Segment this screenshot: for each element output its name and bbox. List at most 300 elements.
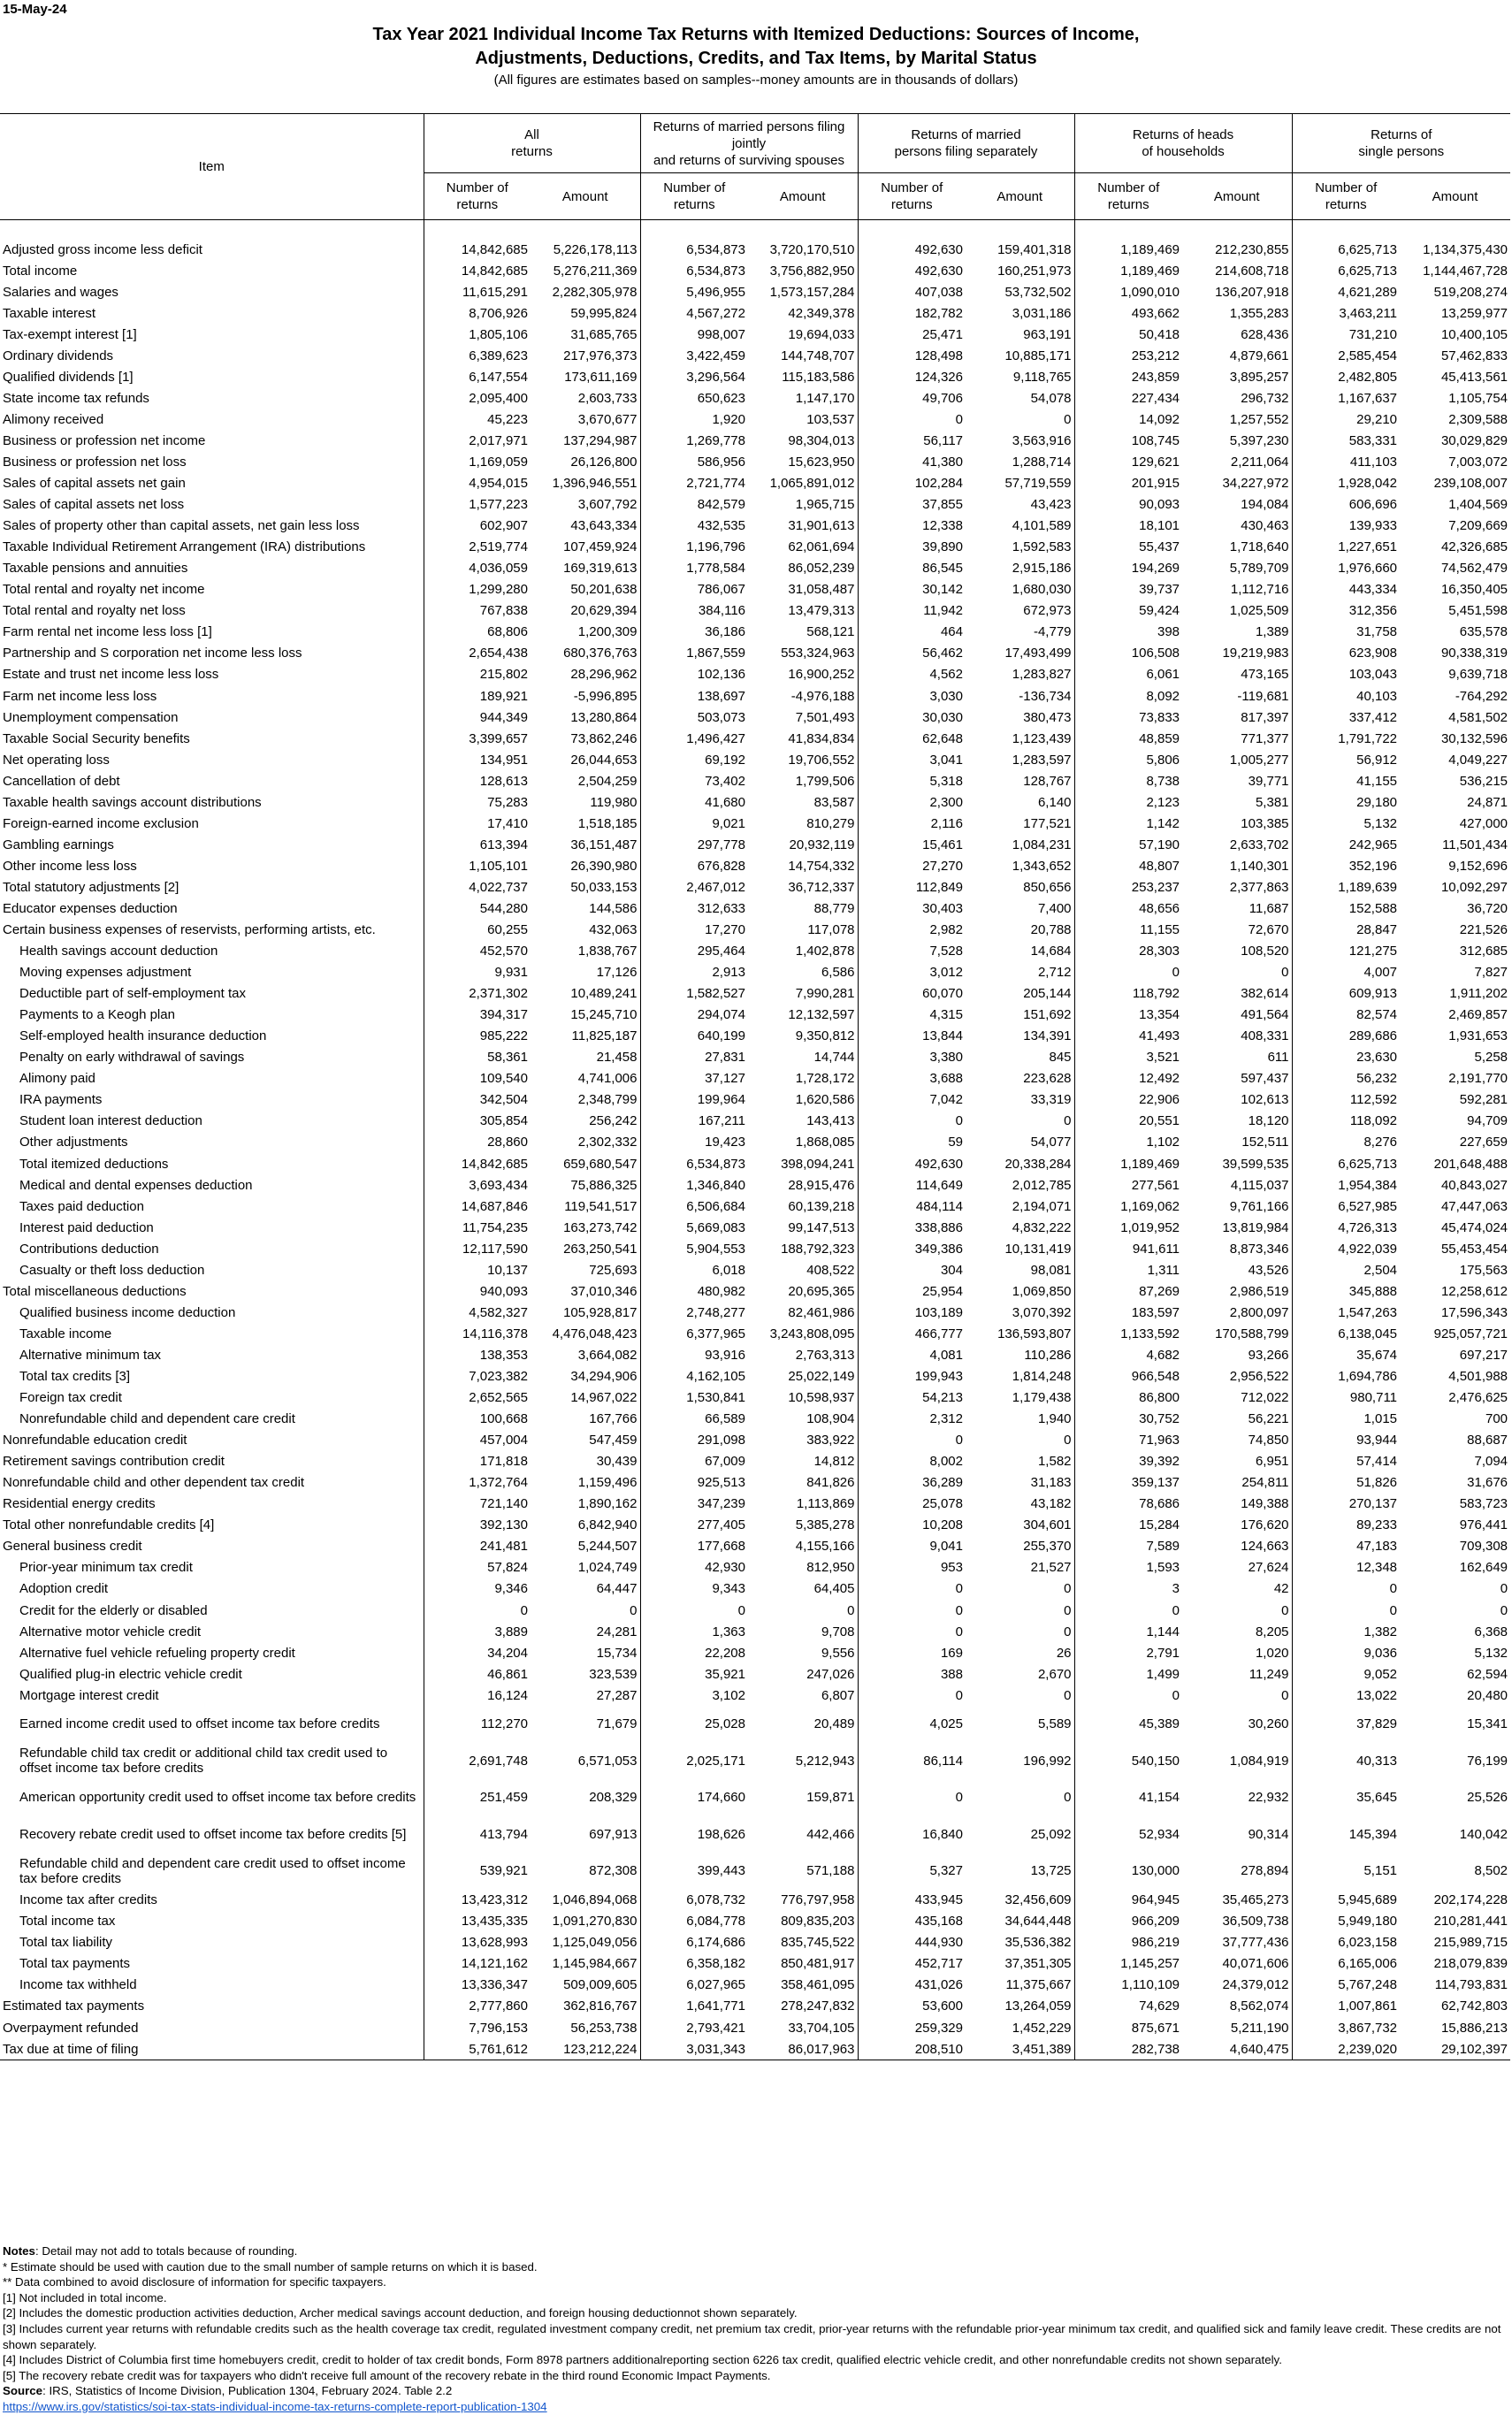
cell-number-of-returns: 944,349	[424, 707, 531, 728]
cell-amount: 39,599,535	[1222, 1156, 1289, 1172]
cell-amount: 30,132,596	[1440, 730, 1508, 746]
cell-number-of-returns: 199,964	[640, 1089, 748, 1111]
cell-amount: 1,404,569	[1448, 497, 1508, 513]
cell-number-of-returns: 3,041	[858, 749, 966, 770]
number-of-returns-header: Number of returns	[1074, 173, 1182, 220]
amount-header: Amount	[531, 173, 640, 220]
cell-number-of-returns: 6,527,985	[1292, 1196, 1400, 1217]
cell-number-of-returns: 15,461	[858, 834, 966, 855]
row-label: Total income tax	[19, 1914, 116, 1930]
cell-number-of-returns: 3,030	[858, 685, 966, 707]
row-label: Deductible part of self-employment tax	[19, 986, 246, 1002]
cell-number-of-returns: 2,239,020	[1292, 2038, 1400, 2060]
cell-number-of-returns: 964,945	[1074, 1890, 1182, 1911]
cell-amount: 812,950	[806, 1560, 855, 1576]
group-header-single: Returns of single persons	[1292, 114, 1510, 173]
source-label: Source	[3, 2384, 43, 2398]
cell-number-of-returns: 1,189,469	[1074, 260, 1182, 281]
row-label: Taxable income	[19, 1326, 112, 1341]
cell-number-of-returns: 4,954,015	[424, 473, 531, 494]
page-title	[0, 23, 1512, 71]
cell-amount: 2,504,259	[577, 773, 638, 789]
cell-amount: 9,118,765	[1012, 369, 1072, 385]
cell-number-of-returns: 25,471	[858, 324, 966, 345]
cell-number-of-returns: 0	[640, 1600, 748, 1621]
cell-number-of-returns: 1,169,059	[424, 451, 531, 472]
table-row	[0, 451, 1510, 472]
cell-amount: 0	[1064, 1602, 1072, 1618]
cell-number-of-returns: 118,792	[1074, 983, 1182, 1005]
note-4: [4] Includes District of Columbia first time homebuyers credit, credit to holder of tax credit bonds, Form 8978 partners additionalreporting section 6226 tax credit, qualified electric vehicle credit, and other nonrefundable credits not shown separately.	[3, 2353, 1282, 2367]
cell-amount: 19,219,983	[1222, 646, 1289, 661]
notes-line	[3, 2243, 1506, 2259]
cell-amount: 1,389	[1255, 624, 1289, 640]
cell-number-of-returns: 53,600	[858, 1996, 966, 2017]
cell-amount: 4,640,475	[1182, 2038, 1292, 2060]
cell-amount: 24,871	[1467, 794, 1508, 810]
cell-number-of-returns: 540,150	[1074, 1743, 1182, 1780]
cell-amount: 519,208,274	[1433, 284, 1508, 300]
cell-number-of-returns: 30,030	[858, 707, 966, 728]
cell-number-of-returns: 432,535	[640, 516, 748, 537]
number-of-returns-header: Number of returns	[424, 173, 531, 220]
cell-number-of-returns: 1,547,263	[1292, 1302, 1400, 1323]
cell-amount: -136,734	[1019, 688, 1072, 704]
cell-amount: 9,350,812	[795, 1028, 855, 1044]
cell-amount: 697,913	[589, 1826, 638, 1842]
cell-amount: 124,663	[1241, 1539, 1289, 1555]
cell-number-of-returns: 8,706,926	[424, 302, 531, 324]
cell-amount: 247,026	[806, 1666, 855, 1682]
cell-amount: 5,397,230	[1229, 432, 1289, 448]
cell-number-of-returns: 5,151	[1292, 1853, 1400, 1890]
cell-amount: 39,771	[1248, 773, 1289, 789]
cell-number-of-returns: 492,630	[858, 260, 966, 281]
cell-amount: 86,017,963	[748, 2038, 858, 2060]
cell-amount: 108,904	[806, 1411, 855, 1427]
cell-amount: 296,732	[1241, 390, 1289, 406]
cell-amount: 9,152,696	[1448, 858, 1508, 874]
cell-amount: 210,281,441	[1433, 1914, 1508, 1930]
cell-amount: 15,245,710	[570, 1007, 638, 1023]
cell-number-of-returns: 586,956	[640, 451, 748, 472]
cell-number-of-returns: 492,630	[858, 1153, 966, 1174]
cell-amount: 2,476,625	[1448, 1390, 1508, 1406]
cell-amount: 1,125,049,056	[552, 1935, 638, 1951]
cell-number-of-returns: 41,493	[1074, 1026, 1182, 1047]
cell-number-of-returns: 0	[858, 1621, 966, 1642]
cell-amount: 28,915,476	[788, 1177, 855, 1193]
cell-amount: 10,885,171	[1004, 348, 1072, 363]
cell-amount: 217,976,373	[563, 348, 638, 363]
cell-number-of-returns: 177,668	[640, 1536, 748, 1557]
cell-number-of-returns: 1,382	[1292, 1621, 1400, 1642]
notes-text: : Detail may not add to totals because of rounding.	[34, 2244, 298, 2258]
cell-number-of-returns: 6,625,713	[1292, 260, 1400, 281]
cell-amount: 9,556	[821, 1645, 855, 1661]
cell-amount: 62,061,694	[788, 539, 855, 555]
cell-number-of-returns: 13,844	[858, 1026, 966, 1047]
row-label: Taxable interest	[3, 305, 96, 321]
cell-number-of-returns: 12,492	[1074, 1068, 1182, 1089]
cell-number-of-returns: 13,354	[1074, 1005, 1182, 1026]
row-label: Educator expenses deduction	[3, 900, 178, 916]
cell-number-of-returns: 6,534,873	[640, 260, 748, 281]
row-label: Medical and dental expenses deduction	[19, 1177, 253, 1193]
cell-amount: 12,258,612	[1440, 1283, 1508, 1299]
cell-number-of-returns: 1,496,427	[640, 728, 748, 749]
cell-number-of-returns: 925,513	[640, 1472, 748, 1494]
page-subtitle: (All figures are estimates based on samples--money amounts are in thousands of dollars)	[493, 73, 1019, 88]
table-row	[0, 1174, 1510, 1196]
cell-number-of-returns: 22,208	[640, 1642, 748, 1663]
cell-number-of-returns: 73,833	[1074, 707, 1182, 728]
cell-number-of-returns: 6,018	[640, 1259, 748, 1280]
cell-number-of-returns: 128,613	[424, 770, 531, 791]
cell-amount: 263,250,541	[563, 1241, 638, 1257]
cell-number-of-returns: 5,318	[858, 770, 966, 791]
cell-number-of-returns: 201,915	[1074, 473, 1182, 494]
table-row	[0, 260, 1510, 281]
row-label: Student loan interest deduction	[19, 1113, 202, 1129]
cell-amount: 362,816,767	[563, 1998, 638, 2014]
cell-number-of-returns: 3,102	[640, 1685, 748, 1706]
cell-amount: 659,680,547	[563, 1156, 638, 1172]
cell-amount: 90,314	[1248, 1826, 1289, 1842]
cell-number-of-returns: 8,738	[1074, 770, 1182, 791]
cell-number-of-returns: 259,329	[858, 2017, 966, 2038]
cell-amount: 20,788	[1030, 922, 1072, 938]
cell-amount: 20,480	[1467, 1687, 1508, 1703]
cell-amount: 144,748,707	[781, 348, 855, 363]
cell-number-of-returns: 5,132	[1292, 813, 1400, 834]
cell-amount: 218,079,839	[1433, 1956, 1508, 1972]
cell-amount: 6,368	[1474, 1624, 1508, 1639]
row-label: Sales of property other than capital assets, net gain less loss	[3, 518, 360, 534]
cell-number-of-returns: 5,806	[1074, 749, 1182, 770]
cell-amount: 1,123,439	[1012, 730, 1072, 746]
cell-number-of-returns: 227,434	[1074, 387, 1182, 409]
table-row	[0, 1344, 1510, 1365]
table-row	[0, 473, 1510, 494]
table-row	[0, 1642, 1510, 1663]
cell-amount: 4,581,502	[1448, 709, 1508, 725]
row-label: Income tax withheld	[19, 1977, 137, 1993]
cell-amount: 1,084,231	[1012, 837, 1072, 852]
cell-number-of-returns: 392,130	[424, 1515, 531, 1536]
cell-number-of-returns: 966,548	[1074, 1365, 1182, 1387]
cell-amount: 15,623,950	[788, 454, 855, 470]
table-row	[0, 302, 1510, 324]
cell-amount: 1,728,172	[795, 1071, 855, 1087]
cell-number-of-returns: 1,110,109	[1074, 1975, 1182, 1996]
cell-number-of-returns: 10,208	[858, 1515, 966, 1536]
cell-number-of-returns: 297,778	[640, 834, 748, 855]
row-label: Salaries and wages	[3, 284, 118, 300]
cell-number-of-returns: 103,043	[1292, 664, 1400, 685]
cell-number-of-returns: 466,777	[858, 1323, 966, 1344]
cell-amount: 1,718,640	[1229, 539, 1289, 555]
cell-amount: 0	[630, 1602, 638, 1618]
row-label: Residential energy credits	[3, 1496, 156, 1512]
row-label: Moving expenses adjustment	[19, 965, 192, 981]
cell-amount: 850,656	[1023, 879, 1072, 895]
cell-number-of-returns: 35,674	[1292, 1344, 1400, 1365]
cell-amount: 72,670	[1248, 922, 1289, 938]
amount-header: Amount	[966, 173, 1074, 220]
row-label: Total tax liability	[19, 1935, 113, 1951]
table-row	[0, 281, 1510, 302]
cell-number-of-returns: 6,389,623	[424, 345, 531, 366]
cell-amount: 2,469,857	[1448, 1007, 1508, 1023]
cell-amount: 1,355,283	[1229, 305, 1289, 321]
row-label: Alimony paid	[19, 1071, 95, 1087]
cell-amount: 8,502	[1474, 1863, 1508, 1879]
cell-number-of-returns: 11,155	[1074, 920, 1182, 941]
cell-amount: 45,474,024	[1440, 1219, 1508, 1235]
table-row	[0, 366, 1510, 387]
cell-number-of-returns: 539,921	[424, 1853, 531, 1890]
cell-amount: 36,712,337	[788, 879, 855, 895]
number-of-returns-header: Number of returns	[640, 173, 748, 220]
cell-amount: 4,476,048,423	[552, 1326, 638, 1341]
cell-number-of-returns: 289,686	[1292, 1026, 1400, 1047]
cell-amount: 31,058,487	[788, 582, 855, 598]
cell-number-of-returns: 2,482,805	[1292, 366, 1400, 387]
table-row	[0, 1280, 1510, 1302]
cell-amount: 136,207,918	[1215, 284, 1289, 300]
cell-amount: 7,003,072	[1448, 454, 1508, 470]
cell-amount: 14,812	[813, 1454, 855, 1470]
cell-number-of-returns: 2,519,774	[424, 537, 531, 558]
cell-number-of-returns: 25,078	[858, 1494, 966, 1515]
cell-amount: 103,537	[806, 411, 855, 427]
cell-number-of-returns: 1,694,786	[1292, 1365, 1400, 1387]
cell-number-of-returns: 399,443	[640, 1853, 748, 1890]
cell-amount: 13,280,864	[570, 709, 638, 725]
table-row	[0, 1472, 1510, 1494]
cell-number-of-returns: 3,422,459	[640, 345, 748, 366]
row-label: Retirement savings contribution credit	[3, 1454, 225, 1470]
table-row	[0, 2038, 1510, 2060]
cell-number-of-returns: 452,570	[424, 941, 531, 962]
table-row	[0, 600, 1510, 622]
cell-number-of-returns: 312,356	[1292, 600, 1400, 622]
cell-number-of-returns: 4,036,059	[424, 558, 531, 579]
source-link[interactable]: https://www.irs.gov/statistics/soi-tax-stats-individual-income-tax-returns-complete-report-publication-1304	[3, 2399, 547, 2413]
cell-amount: 841,826	[806, 1475, 855, 1491]
cell-amount: 64,447	[596, 1581, 638, 1597]
cell-number-of-returns: 431,026	[858, 1975, 966, 1996]
cell-amount: 6,586	[821, 965, 855, 981]
table-row	[0, 813, 1510, 834]
table-row	[0, 1685, 1510, 1706]
cell-amount: 835,745,522	[781, 1935, 855, 1951]
row-label: Net operating loss	[3, 752, 110, 768]
row-label: Total other nonrefundable credits [4]	[3, 1517, 215, 1533]
cell-number-of-returns: 41,155	[1292, 770, 1400, 791]
cell-number-of-returns: 14,116,378	[424, 1323, 531, 1344]
cell-amount: 136,593,807	[997, 1326, 1072, 1341]
cell-number-of-returns: 4,022,737	[424, 876, 531, 898]
cell-number-of-returns: 0	[858, 1685, 966, 1706]
cell-number-of-returns: 2,300	[858, 791, 966, 813]
cell-amount: 110,286	[1024, 1347, 1072, 1363]
cell-amount: 10,598,937	[788, 1390, 855, 1406]
cell-amount: 20,338,284	[1004, 1156, 1072, 1172]
cell-amount: 36,720	[1467, 900, 1508, 916]
cell-number-of-returns: 457,004	[424, 1430, 531, 1451]
cell-number-of-returns: 29,210	[1292, 409, 1400, 430]
cell-number-of-returns: 1,928,042	[1292, 473, 1400, 494]
cell-amount: 4,155,166	[795, 1539, 855, 1555]
cell-amount: 568,121	[806, 624, 855, 640]
table-row	[0, 1932, 1510, 1953]
cell-amount: 3,031,186	[1012, 305, 1072, 321]
cell-amount: 43,643,334	[570, 518, 638, 534]
cell-number-of-returns: 9,041	[858, 1536, 966, 1557]
cell-number-of-returns: 2,312	[858, 1409, 966, 1430]
cell-amount: 143,413	[806, 1113, 855, 1129]
cell-amount: 41,834,834	[788, 730, 855, 746]
cell-number-of-returns: 241,481	[424, 1536, 531, 1557]
row-label: Total tax payments	[19, 1956, 131, 1972]
cell-number-of-returns: 1,167,637	[1292, 387, 1400, 409]
cell-amount: 872,308	[589, 1863, 638, 1879]
cell-number-of-returns: 102,284	[858, 473, 966, 494]
cell-number-of-returns: 388	[858, 1663, 966, 1685]
row-label: Refundable child and dependent care credit used to offset income tax before credits	[19, 1855, 406, 1886]
table-row	[0, 1323, 1510, 1344]
cell-number-of-returns: 9,346	[424, 1578, 531, 1600]
cell-amount: 60,139,218	[788, 1198, 855, 1214]
cell-number-of-returns: 998,007	[640, 324, 748, 345]
row-label: Total statutory adjustments [2]	[3, 879, 179, 895]
row-label: Taxable Individual Retirement Arrangement (IRA) distributions	[3, 539, 366, 555]
cell-amount: 0	[1281, 1602, 1289, 1618]
table-row	[0, 324, 1510, 345]
cell-amount: 2,348,799	[577, 1092, 638, 1108]
cell-amount: -4,976,188	[790, 688, 855, 704]
cell-number-of-returns: 842,579	[640, 494, 748, 516]
cell-amount: -119,681	[1237, 688, 1289, 704]
cell-amount: 13,259,977	[1440, 305, 1508, 321]
cell-amount: 1,940	[1037, 1411, 1072, 1427]
table-row	[0, 983, 1510, 1005]
cell-amount: 380,473	[1023, 709, 1072, 725]
cell-number-of-returns: 1,346,840	[640, 1174, 748, 1196]
cell-number-of-returns: 1,791,722	[1292, 728, 1400, 749]
cell-number-of-returns: 4,567,272	[640, 302, 748, 324]
cell-number-of-returns: 312,633	[640, 898, 748, 919]
cell-amount: 71,679	[596, 1716, 638, 1732]
row-label: Total rental and royalty net income	[3, 582, 205, 598]
cell-amount: 1,592,583	[1012, 539, 1072, 555]
cell-amount: 635,578	[1459, 624, 1508, 640]
cell-number-of-returns: 36,289	[858, 1472, 966, 1494]
row-label: Farm rental net income less loss [1]	[3, 624, 212, 640]
cell-amount: 5,226,178,113	[553, 241, 638, 257]
cell-number-of-returns: 0	[858, 1430, 966, 1451]
table-row	[0, 1365, 1510, 1387]
cell-number-of-returns: 1,133,592	[1074, 1323, 1182, 1344]
cell-number-of-returns: 5,761,612	[424, 2038, 531, 2060]
cell-amount: 5,381	[1255, 794, 1289, 810]
cell-number-of-returns: 4,081	[858, 1344, 966, 1365]
cell-amount: 845	[1049, 1050, 1072, 1066]
cell-amount: 140,042	[1459, 1826, 1508, 1842]
cell-amount: 1,065,891,012	[769, 476, 855, 492]
cell-number-of-returns: 6,174,686	[640, 1932, 748, 1953]
cell-number-of-returns: 182,782	[858, 302, 966, 324]
cell-number-of-returns: 62,648	[858, 728, 966, 749]
cell-number-of-returns: 4,562	[858, 664, 966, 685]
cell-amount: 680,376,763	[563, 646, 638, 661]
cell-number-of-returns: 484,114	[858, 1196, 966, 1217]
cell-number-of-returns: 5,945,689	[1292, 1890, 1400, 1911]
cell-amount: 50,201,638	[570, 582, 638, 598]
cell-amount: 33,704,105	[788, 2020, 855, 2036]
cell-amount: 1,288,714	[1012, 454, 1072, 470]
cell-number-of-returns: 295,464	[640, 941, 748, 962]
cell-number-of-returns: 130,000	[1074, 1853, 1182, 1890]
table-row	[0, 537, 1510, 558]
row-label: Nonrefundable child and other dependent tax credit	[3, 1475, 305, 1491]
table-row	[0, 345, 1510, 366]
cell-number-of-returns: 86,114	[858, 1743, 966, 1780]
cell-amount: 7,094	[1474, 1454, 1508, 1470]
cell-number-of-returns: 16,840	[858, 1816, 966, 1853]
row-label: Health savings account deduction	[19, 944, 218, 959]
cell-number-of-returns: 3,867,732	[1292, 2017, 1400, 2038]
cell-number-of-returns: 1,778,584	[640, 558, 748, 579]
table-row	[0, 898, 1510, 919]
cell-number-of-returns: 22,906	[1074, 1089, 1182, 1111]
cell-amount: 159,871	[806, 1790, 855, 1806]
table-row	[0, 1557, 1510, 1578]
cell-amount: 173,611,169	[564, 369, 638, 385]
cell-number-of-returns: 1,105,101	[424, 855, 531, 876]
cell-number-of-returns: 1,269,778	[640, 430, 748, 451]
cell-amount: 57,462,833	[1440, 348, 1508, 363]
cell-amount: 2,986,519	[1229, 1283, 1289, 1299]
cell-amount: 3,670,677	[577, 411, 638, 427]
row-label: Total tax credits [3]	[19, 1369, 131, 1384]
table-row	[0, 855, 1510, 876]
cell-number-of-returns: 2,777,860	[424, 1996, 531, 2017]
cell-amount: 32,456,609	[1004, 1892, 1072, 1908]
cell-amount: 1,343,652	[1012, 858, 1072, 874]
cell-number-of-returns: 6,138,045	[1292, 1323, 1400, 1344]
cell-number-of-returns: 10,137	[424, 1259, 531, 1280]
cell-amount: 2,915,186	[1012, 561, 1072, 577]
cell-amount: 11,687	[1249, 900, 1289, 916]
cell-number-of-returns: 623,908	[1292, 643, 1400, 664]
cell-amount: 9,761,166	[1229, 1198, 1289, 1214]
table-row	[0, 2017, 1510, 2038]
cell-number-of-returns: 0	[1292, 1600, 1400, 1621]
cell-number-of-returns: 480,982	[640, 1280, 748, 1302]
cell-number-of-returns: 1,372,764	[424, 1472, 531, 1494]
cell-amount: 37,351,305	[1004, 1956, 1072, 1972]
row-label: Business or profession net loss	[3, 454, 187, 470]
cell-number-of-returns: 13,628,993	[424, 1932, 531, 1953]
table-row	[0, 1430, 1510, 1451]
cell-amount: 152,511	[1241, 1135, 1289, 1150]
cell-number-of-returns: 19,423	[640, 1132, 748, 1153]
row-label: Qualified dividends [1]	[3, 369, 134, 385]
cell-amount: 697,217	[1459, 1347, 1508, 1363]
